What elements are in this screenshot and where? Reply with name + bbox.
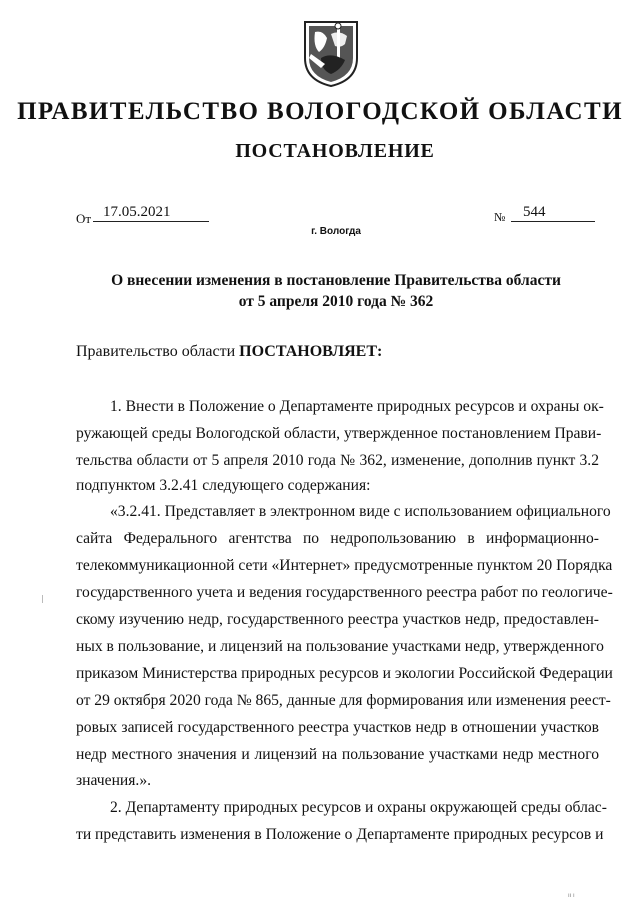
preamble — [76, 343, 382, 361]
body-line: телекоммуникационной сети «Интернет» предусмотренные пунктом 20 Порядка — [76, 557, 613, 574]
body-line: значения.». — [76, 772, 152, 789]
city: г. Вологда — [311, 226, 361, 237]
number-prefix: № — [494, 210, 506, 224]
document-number: 544 — [511, 204, 595, 222]
document-date: 17.05.2021 — [93, 204, 209, 222]
body-line: «3.2.41. Представляет в электронном виде с использованием официального — [110, 503, 611, 520]
preamble-lead: Правительство области — [76, 343, 240, 360]
body-line: 1. Внести в Положение о Департаменте природных ресурсов и охраны ок- — [110, 398, 604, 415]
body-line: подпунктом 3.2.41 следующего содержания: — [76, 477, 371, 494]
government-title: ПРАВИТЕЛЬСТВО ВОЛОГОДСКОЙ ОБЛАСТИ — [17, 98, 623, 125]
footer-mark: ıı ı — [568, 893, 575, 899]
document-subject — [0, 270, 640, 312]
body-line: ружающей среды Вологодской области, утвержденное постановлением Прави- — [76, 425, 602, 442]
body-line: государственного учета и ведения государственного реестра работ по геологиче- — [76, 584, 613, 601]
body-line: ти представить изменения в Положение о Департаменте природных ресурсов и — [76, 826, 604, 843]
body-line: приказом Министерства природных ресурсов и экологии Российской Федерации — [76, 665, 613, 682]
subject-line: от 5 апреля 2010 года № 362 — [238, 293, 434, 310]
document-type: ПОСТАНОВЛЕНИЕ — [235, 140, 435, 162]
date-prefix: От — [76, 211, 92, 226]
body-line: ных в пользование, и лицензий на пользование участками недр, утвержденного — [76, 638, 604, 655]
body-line: сайта Федерального агентства по недропользованию в информационно- — [76, 530, 599, 547]
body-line: недр местного значения и лицензий на пользование участками недр местного — [76, 746, 599, 763]
body-line: ровых записей государственного реестра участков недр в отношении участков — [76, 719, 599, 736]
margin-mark — [42, 595, 43, 603]
preamble-verb: ПОСТАНОВЛЯЕТ: — [239, 343, 383, 360]
body-line: скому изучению недр, государственного реестра участков недр, предоставлен- — [76, 611, 599, 628]
body-line: от 29 октября 2020 года № 865, данные для формирования или изменения реест- — [76, 692, 611, 709]
coat-of-arms-icon — [301, 18, 361, 88]
subject-line: О внесении изменения в постановление Правительства области — [111, 272, 561, 289]
body-line: 2. Департаменту природных ресурсов и охраны окружающей среды облас- — [110, 799, 607, 816]
body-line: тельства области от 5 апреля 2010 года № 362, изменение, дополнив пункт 3.2 — [76, 452, 599, 469]
